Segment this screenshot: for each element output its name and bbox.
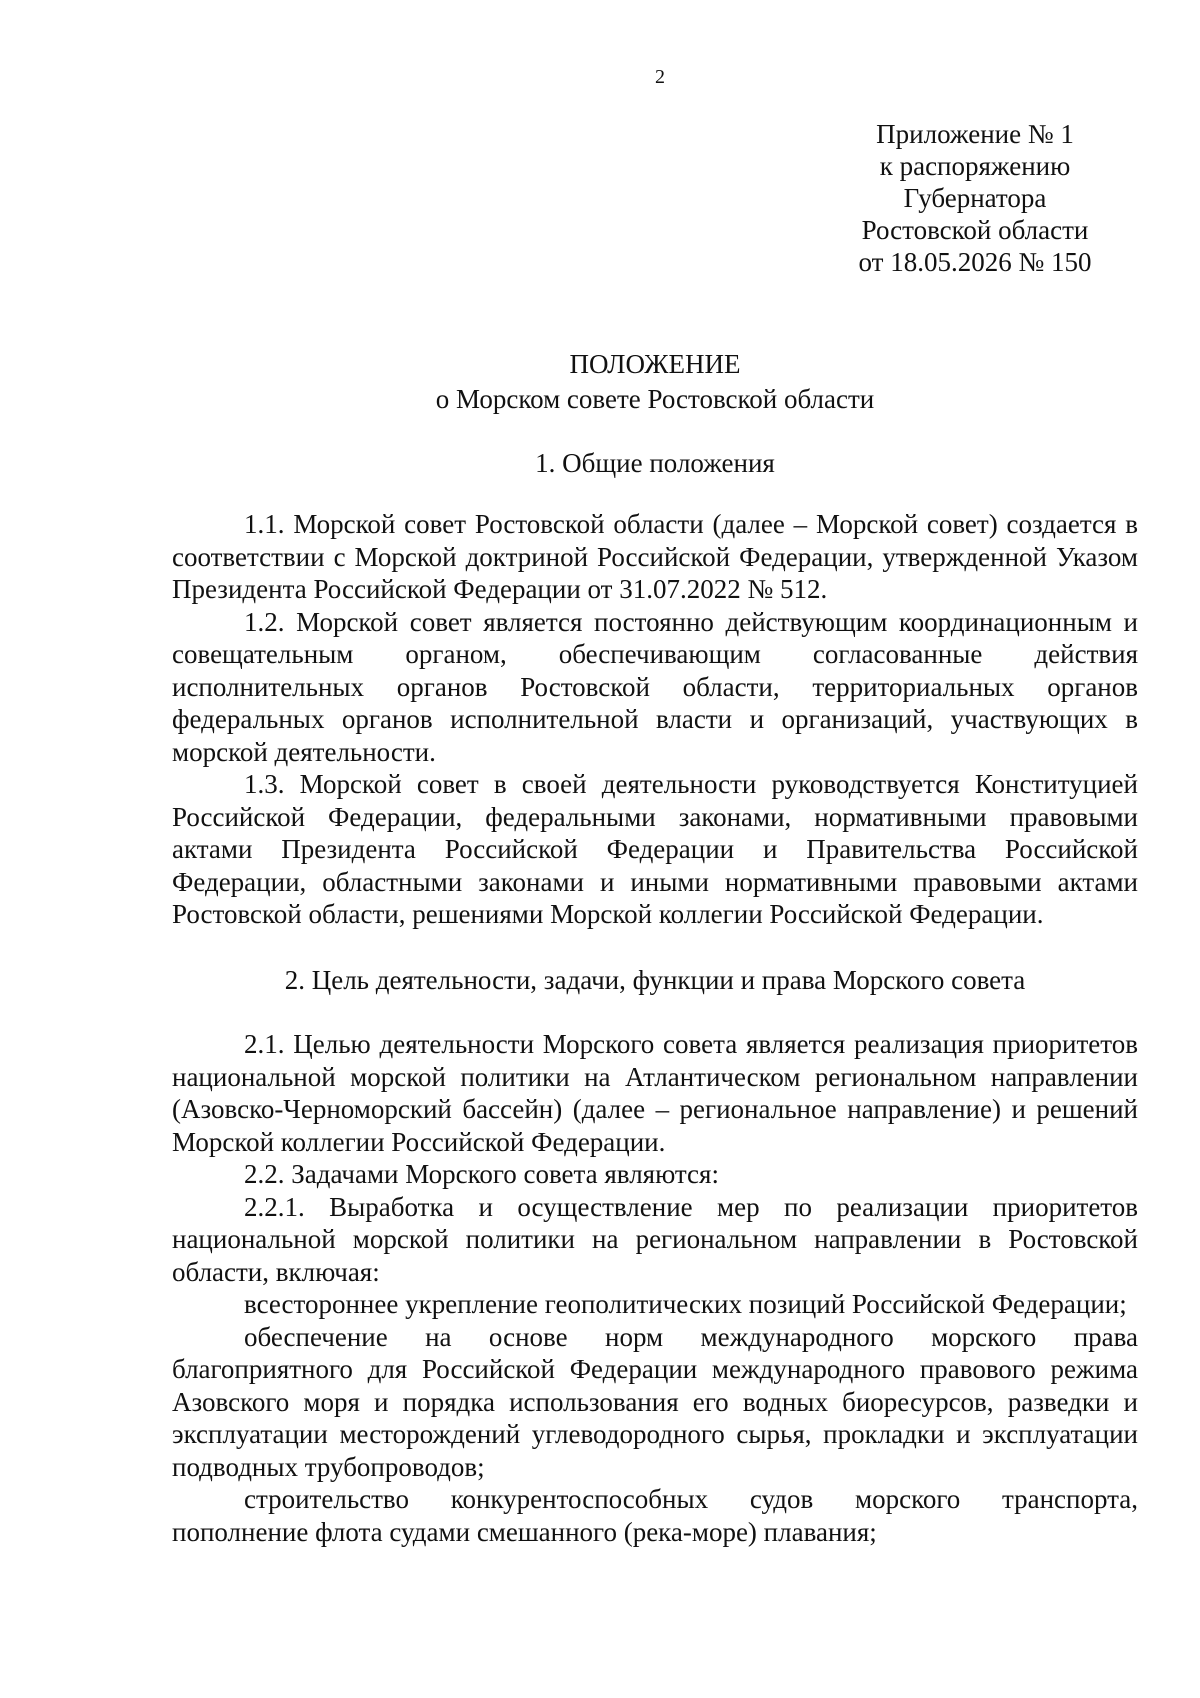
paragraph-2-2-1: 2.2.1. Выработка и осуществление мер по реализации приоритетов национальной морской политики на региональном направлении в Ростовской области, включая:: [172, 1191, 1138, 1287]
page-number: 2: [655, 66, 665, 88]
list-item-geopolitics: всестороннее укрепление геополитических позиций Российской Федерации;: [244, 1289, 1127, 1319]
paragraph-2-2: 2.2. Задачами Морского совета являются:: [244, 1159, 719, 1189]
section-2-title: 2. Цель деятельности, задачи, функции и права Морского совета: [284, 965, 1026, 995]
appendix-date-number: от 18.05.2026 № 150: [858, 247, 1092, 277]
document-title: ПОЛОЖЕНИЕ: [569, 349, 741, 379]
section-2-body: [172, 1028, 1138, 1548]
list-item-shipbuilding: строительство конкурентоспособных судов морского транспорта, пополнение флота судами смешанного (река-море) плавания;: [172, 1484, 1138, 1547]
paragraph-1-2: 1.2. Морской совет является постоянно действующим координационным и совещательным органом, обеспечивающим согласованные действия исполнительных органов Ростовской области, территориальных органов федеральных органов исполнительной власти и организаций, участвующих в морской деятельности.: [172, 606, 1138, 767]
paragraph-2-1: 2.1. Целью деятельности Морского совета является реализация приоритетов национальной морской политики на Атлантическом региональном направлении (Азовско-Черноморский бассейн) (далее – региональное направление) и решений Морской коллегии Российской Федерации.: [172, 1029, 1138, 1157]
paragraph-1-1: 1.1. Морской совет Ростовской области (далее – Морской совет) создается в соответствии с Морской доктриной Российской Федерации, утвержденной Указом Президента Российской Федерации от 31.07.2022 № 512.: [172, 509, 1138, 604]
appendix-region: Ростовской области: [861, 215, 1089, 245]
paragraph-1-3: 1.3. Морской совет в своей деятельности руководствуется Конституцией Российской Федерации, федеральными законами, нормативными правовыми актами Президента Российской Федерации и Правительства Российской Федерации, областными законами и иными нормативными правовыми актами Ростовской области, решениями Морской коллегии Российской Федерации.: [172, 769, 1138, 929]
section-1-title: 1. Общие положения: [535, 448, 775, 478]
appendix-block: [835, 118, 1115, 278]
appendix-reference: к распоряжению: [879, 151, 1071, 181]
appendix-authority: Губернатора: [903, 183, 1047, 213]
document-heading: [172, 347, 1138, 417]
document-subtitle: о Морском совете Ростовской области: [435, 384, 875, 414]
appendix-number: Приложение № 1: [876, 119, 1074, 149]
section-1-body: [172, 508, 1138, 931]
list-item-legal-regime: обеспечение на основе норм международного морского права благоприятного для Российской Федерации международного правового режима Азовского моря и порядка использования его водных биоресурсов, разведки и эксплуатации месторождений углеводородного сырья, прокладки и эксплуатации подводных трубопроводов;: [172, 1321, 1138, 1482]
